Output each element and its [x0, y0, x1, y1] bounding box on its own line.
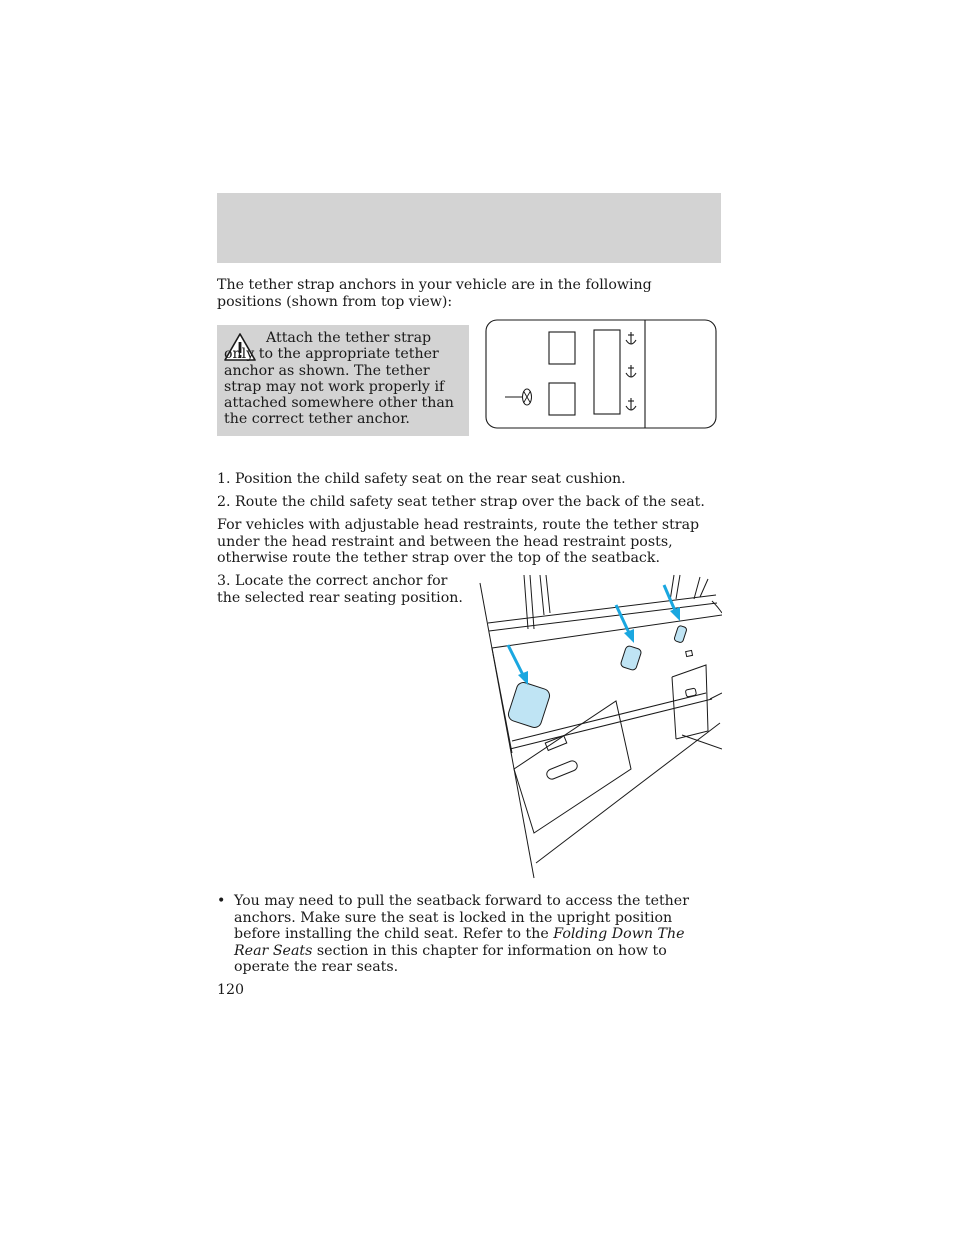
bullet-text: [234, 893, 723, 976]
rear-seat-bench: [594, 330, 620, 414]
page-number: 120: [217, 982, 245, 998]
section-reference: Folding Down The Rear Seats: [234, 926, 685, 959]
intro-paragraph: The tether strap anchors in your vehicle are in the following positions (shown from top view):: [217, 277, 652, 310]
step-1: 1. Position the child safety seat on the rear seat cushion.: [217, 471, 626, 487]
adjustable-head-restraint-paragraph: For vehicles with adjustable head restraints, route the tether strap under the head restraint and between the head restraint posts, otherwise route the tether strap over the top of the seatback.: [217, 517, 700, 566]
section-header-band: [217, 193, 721, 263]
warning-box: [217, 325, 469, 436]
front-seat-right: [549, 332, 575, 364]
pointer-arrows: [508, 585, 680, 685]
warning-text: Attach the tether strap only to the appropriate tether anchor as shown. The tether strap may not work properly if attached somewhere other than the correct tether anchor.: [224, 330, 454, 428]
step-3: 3. Locate the correct anchor for the selected rear seating position.: [217, 573, 463, 606]
bullet-text-part: You may need to pull the seatback forward to access the tether anchors. Make sure the seat is locked in the upright position before installing the child seat. Refer to the: [234, 893, 689, 942]
rear-seatback-anchor-illustration: [476, 573, 722, 883]
tether-anchor-top-view-diagram: [485, 319, 717, 429]
step-2: 2. Route the child safety seat tether strap over the back of the seat.: [217, 494, 705, 510]
front-seat-left: [549, 383, 575, 415]
bullet-text-part: section in this chapter for information on how to operate the rear seats.: [234, 942, 667, 975]
bullet-mark: •: [217, 893, 226, 909]
